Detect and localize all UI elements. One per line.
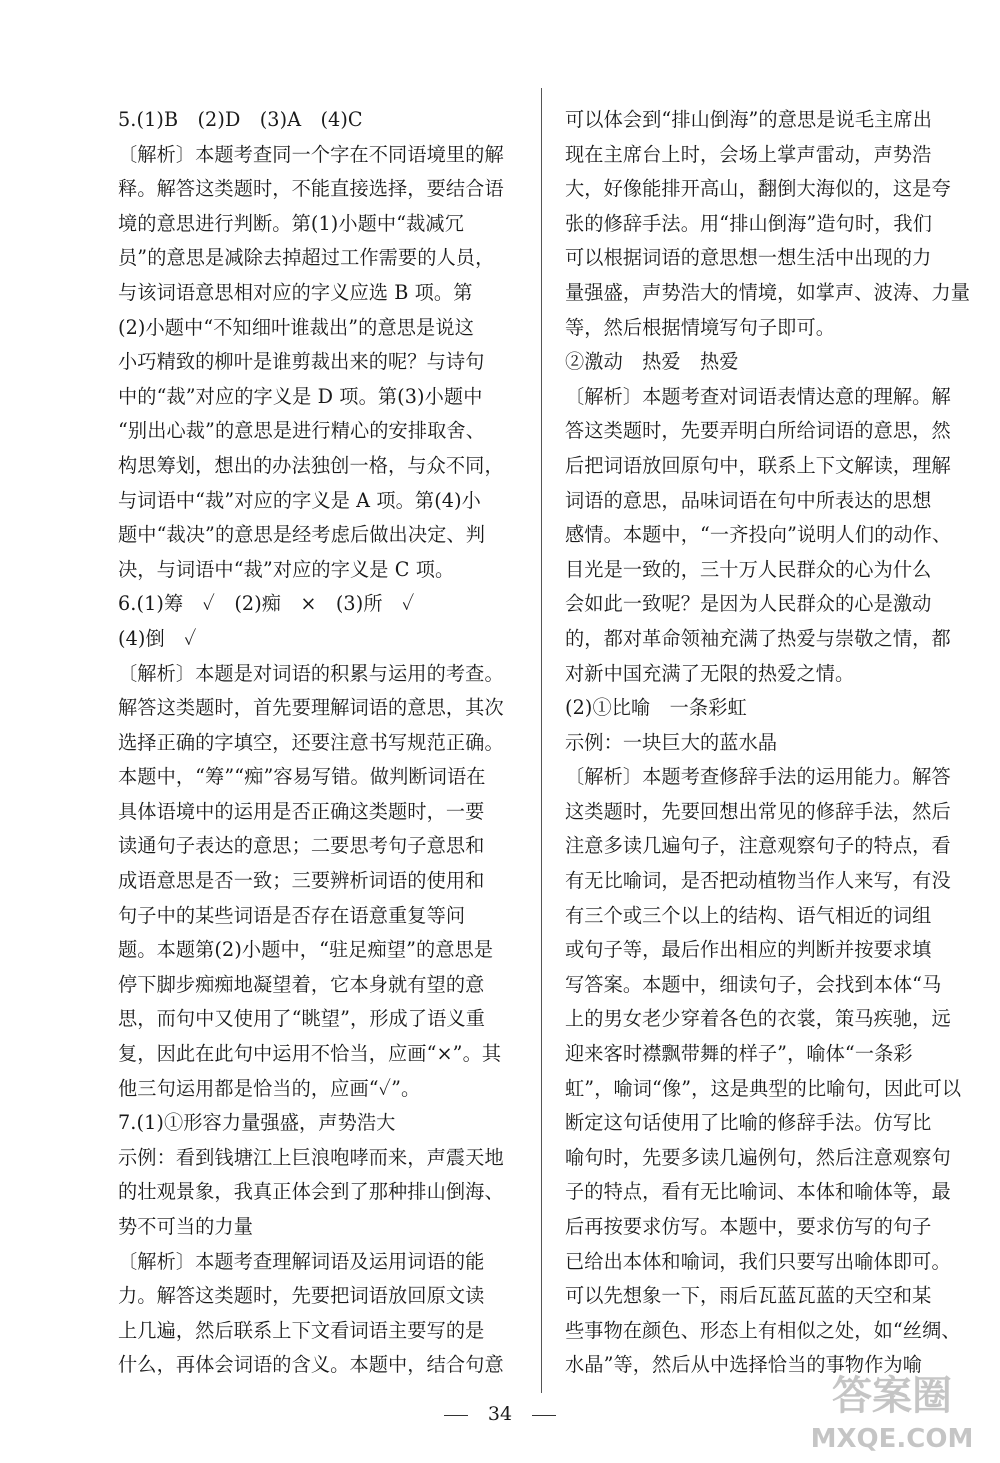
text-line: 目光是一致的，三十万人民群众的心为什么 [565,557,932,581]
text-line: 本题中，“筹”“痴”容易写错。做判断词语在 [118,765,486,789]
text-line: 员”的意思是减除去掉超过工作需要的人员， [118,246,495,270]
text-line: 与该词语意思相对应的字义应选 B 项。第 [118,280,473,304]
text-line: 力。解答这类题时，先要把词语放回原文读 [118,1284,485,1308]
text-line: 后把词语放回原句中，联系上下文解读，理解 [565,453,951,477]
text-line: 势不可当的力量 [118,1215,254,1238]
text-line: 子的特点，看有无比喻词、本体和喻体等，最 [565,1180,951,1204]
text-line: 解答这类题时，首先要理解词语的意思，其次 [118,696,504,720]
text-line: 〔解析〕本题考查修辞手法的运用能力。解答 [565,765,951,789]
text-line: 后再按要求仿写。本题中，要求仿写的句子 [565,1215,932,1238]
text-line: 感情。本题中，“一齐投向”说明人们的动作、 [565,523,952,547]
text-line: 复，因此在此句中运用不恰当，应画“×”。其 [118,1042,502,1066]
text-line: 决，与词语中“裁”对应的字义是 C 项。 [118,557,455,581]
text-line: 释。解答这类题时，不能直接选择，要结合语 [118,177,504,201]
text-line: 答这类题时，先要弄明白所给词语的意思，然 [565,419,951,443]
text-line: 题中“裁决”的意思是经考虑后做出决定、判 [118,523,485,547]
text-line: 5.(1)B (2)D (3)A (4)C [118,108,363,131]
text-line: 他三句运用都是恰当的，应画“✓”。 [118,1076,421,1100]
watermark-logo [792,1357,992,1457]
text-line: 虹”，喻词“像”，这是典型的比喻句，因此可以 [565,1076,962,1100]
text-line: 〔解析〕本题是对词语的积累与运用的考查。 [118,661,504,685]
text-line: 迎来客时襟飘带舞的样子”，喻体“一条彩 [565,1042,913,1066]
text-line: 这类题时，先要回想出常见的修辞手法，然后 [565,799,951,823]
text-line: 什么，再体会词语的含义。本题中，结合句意 [118,1353,504,1377]
text-line: 〔解析〕本题考查同一个字在不同语境里的解 [118,142,504,166]
text-line: 写答案。本题中，细读句子，会找到本体“马 [565,972,942,996]
text-line: 有无比喻词，是否把动植物当作人来写，有没 [565,869,951,893]
text-line: 会如此一致呢？是因为人民群众的心是激动 [565,592,932,616]
watermark-url: MXQE.COM [810,1424,974,1454]
text-line: (4)倒 ✓ [118,626,197,650]
text-line: 句子中的某些词语是否存在语意重复等问 [118,903,466,927]
watermark-logo-text: 答案圈 [832,1373,952,1419]
page-number: 34 [487,1403,513,1425]
text-line: 〔解析〕本题考查理解词语及运用词语的能 [118,1249,485,1273]
text-line: 有三个或三个以上的结构、语气相近的词组 [565,903,932,927]
text-line: 张的修辞手法。用“排山倒海”造句时，我们 [565,211,932,235]
text-line: 上的男女老少穿着各色的衣裳，策马疾驰，远 [565,1007,951,1031]
text-line: 可以根据词语的意思想一想生活中出现的力 [565,246,932,270]
text-line: 已给出本体和喻词，我们只要写出喻体即可。 [565,1249,951,1273]
text-line: 成语意思是否一致；三要辨析词语的使用和 [118,869,485,893]
text-line: ②激动 热爱 热爱 [565,350,739,374]
text-line: 示例：看到钱塘江上巨浪咆哮而来，声震天地 [118,1145,504,1169]
text-line: 对新中国充满了无限的热爱之情。 [565,661,855,685]
footer-dash-left [444,1415,468,1416]
text-line: 选择正确的字填空，还要注意书写规范正确。 [118,730,504,754]
text-line: 可以先想象一下，雨后瓦蓝瓦蓝的天空和某 [565,1284,932,1308]
text-line: 注意多读几遍句子，注意观察句子的特点，看 [565,834,951,858]
text-line: (2)①比喻 一条彩虹 [565,696,747,720]
text-line: 6.(1)筹 ✓ (2)痴 × (3)所 ✓ [118,592,415,616]
text-line: 题。本题第(2)小题中，“驻足痴望”的意思是 [118,938,494,962]
text-line: 些事物在颜色、形态上有相似之处，如“丝绸、 [565,1318,961,1342]
text-line: 大，好像能排开高山，翻倒大海似的，这是夸 [565,177,951,201]
text-line: 词语的意思，品味词语在句中所表达的思想 [565,488,932,512]
text-line: 断定这句话使用了比喻的修辞手法。仿写比 [565,1111,932,1135]
text-line: 量强盛，声势浩大的情境，如掌声、波涛、力量 [565,280,971,304]
text-line: 示例：一块巨大的蓝水晶 [565,730,778,754]
text-line: (2)小题中“不知细叶谁裁出”的意思是说这 [118,315,474,339]
text-line: 等，然后根据情境写句子即可。 [565,315,836,339]
text-line: 喻句时，先要多读几遍例句，然后注意观察句 [565,1145,951,1169]
text-line: 具体语境中的运用是否正确这类题时，一要 [118,799,485,823]
text-line: 的壮观景象，我真正体会到了那种排山倒海、 [118,1180,504,1204]
text-line: 或句子等，最后作出相应的判断并按要求填 [565,938,932,962]
text-line: 上几遍，然后联系上下文看词语主要写的是 [118,1318,485,1342]
text-line: 的，都对革命领袖充满了热爱与崇敬之情，都 [565,626,951,650]
footer-dash-right [532,1415,556,1416]
right-column [565,103,973,1383]
text-line: 境的意思进行判断。第(1)小题中“裁减冗 [118,211,464,235]
text-line: 水晶”等，然后从中选择恰当的事物作为喻 [565,1353,923,1377]
text-line: 现在主席台上时，会场上掌声雷动，声势浩 [565,142,932,166]
text-line: 小巧精致的柳叶是谁剪裁出来的呢？与诗句 [118,350,485,374]
text-line: 停下脚步痴痴地凝望着，它本身就有望的意 [118,972,485,996]
text-line: 读通句子表达的意思；二要思考句子意思和 [118,834,485,858]
text-line: 可以体会到“排山倒海”的意思是说毛主席出 [565,108,932,131]
left-column [118,103,526,1383]
text-line: “别出心裁”的意思是进行精心的安排取舍、 [118,419,485,443]
text-line: 〔解析〕本题考查对词语表情达意的理解。解 [565,384,951,408]
text-line: 与词语中“裁”对应的字义是 A 项。第(4)小 [118,488,481,512]
column-divider [541,88,542,1393]
text-line: 思，而句中又使用了“眺望”，形成了语义重 [118,1007,485,1031]
text-line: 7.(1)①形容力量强盛，声势浩大 [118,1111,396,1135]
text-line: 构思筹划，想出的办法独创一格，与众不同， [118,453,504,477]
text-line: 中的“裁”对应的字义是 D 项。第(3)小题中 [118,384,483,408]
